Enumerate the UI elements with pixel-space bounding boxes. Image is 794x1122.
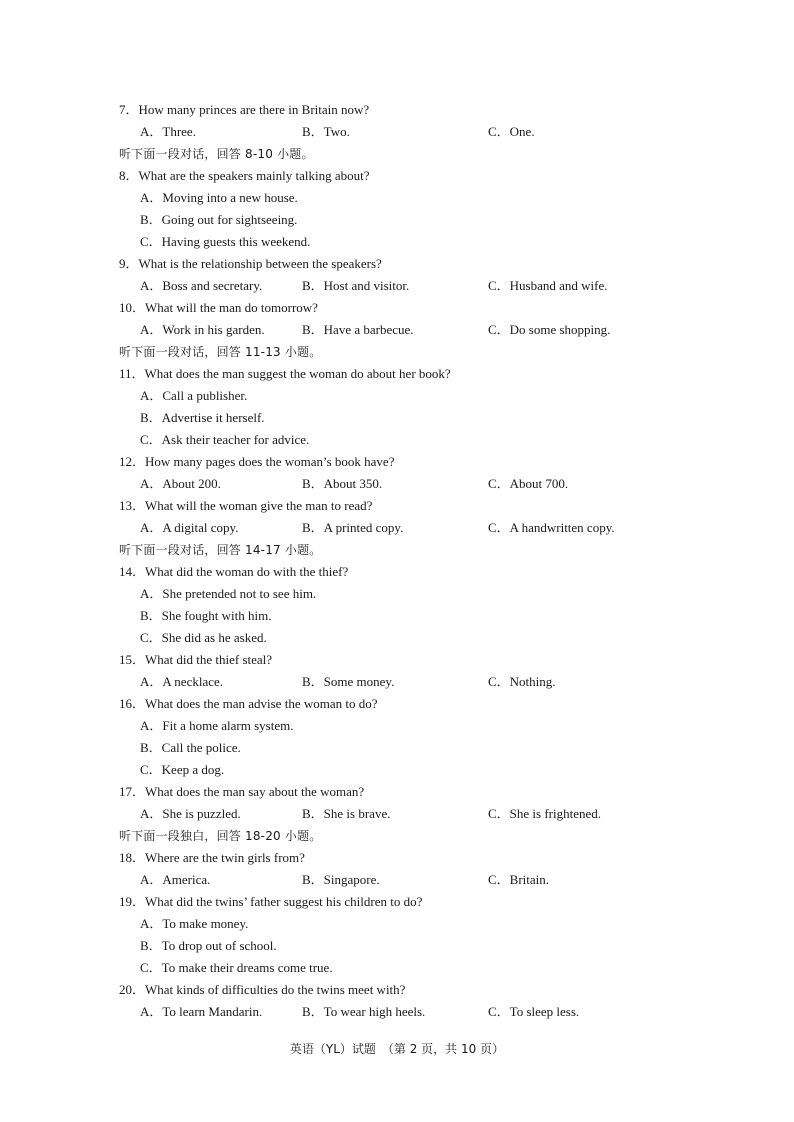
option-b: B．She is brave.: [302, 806, 391, 821]
option-line: B．Call the police.: [140, 740, 241, 755]
option-line: A．To make money.: [140, 916, 249, 931]
options-row: [0, 517, 794, 539]
option-line: B．Going out for sightseeing.: [140, 212, 298, 227]
question-text: 17．What does the man say about the woman?: [119, 784, 365, 799]
option-c: C．One.: [488, 124, 535, 139]
option-c: C．Britain.: [488, 872, 550, 887]
question-text: 14．What did the woman do with the thief?: [119, 564, 349, 579]
option-c: C．A handwritten copy.: [488, 520, 615, 535]
option-a: A．Three.: [140, 124, 196, 139]
option-b: B．Singapore.: [302, 872, 380, 887]
option-b: B．Some money.: [302, 674, 395, 689]
question-text: 19．What did the twins’ father suggest his children to do?: [119, 894, 423, 909]
question-text: 20．What kinds of difficulties do the twins meet with?: [119, 982, 406, 997]
option-line: A．She pretended not to see him.: [140, 586, 317, 601]
option-b: B．Host and visitor.: [302, 278, 410, 293]
option-a: A．America.: [140, 872, 211, 887]
option-b: B．Two.: [302, 124, 350, 139]
option-b: B．Have a barbecue.: [302, 322, 414, 337]
option-line: C．To make their dreams come true.: [140, 960, 333, 975]
options-row: [0, 803, 794, 825]
question-text: 7．How many princes are there in Britain now?: [119, 102, 370, 117]
options-row: [0, 869, 794, 891]
option-b: B．A printed copy.: [302, 520, 404, 535]
option-line: B．Advertise it herself.: [140, 410, 265, 425]
question-text: 18．Where are the twin girls from?: [119, 850, 305, 865]
option-a: A．A necklace.: [140, 674, 224, 689]
options-row: [0, 473, 794, 495]
question-text: 16．What does the man advise the woman to do?: [119, 696, 378, 711]
section-instruction: 听下面一段对话，回答 14-17 小题。: [119, 543, 322, 557]
option-line: A．Fit a home alarm system.: [140, 718, 294, 733]
option-line: B．To drop out of school.: [140, 938, 277, 953]
option-c: C．To sleep less.: [488, 1004, 580, 1019]
option-c: C．About 700.: [488, 476, 569, 491]
option-line: A．Moving into a new house.: [140, 190, 298, 205]
option-line: C．Ask their teacher for advice.: [140, 432, 310, 447]
options-row: [0, 121, 794, 143]
question-text: 12．How many pages does the woman’s book have?: [119, 454, 395, 469]
question-text: 9．What is the relationship between the speakers?: [119, 256, 382, 271]
option-a: A．A digital copy.: [140, 520, 239, 535]
option-c: C．Husband and wife.: [488, 278, 608, 293]
option-c: C．Do some shopping.: [488, 322, 611, 337]
option-c: C．Nothing.: [488, 674, 556, 689]
options-row: [0, 1001, 794, 1023]
option-line: A．Call a publisher.: [140, 388, 248, 403]
option-a: A．She is puzzled.: [140, 806, 241, 821]
option-b: B．To wear high heels.: [302, 1004, 426, 1019]
question-text: 13．What will the woman give the man to read?: [119, 498, 373, 513]
options-row: [0, 275, 794, 297]
section-instruction: 听下面一段对话，回答 11-13 小题。: [119, 345, 322, 359]
option-a: A．To learn Mandarin.: [140, 1004, 263, 1019]
option-a: A．About 200.: [140, 476, 221, 491]
options-row: [0, 319, 794, 341]
option-line: C．Keep a dog.: [140, 762, 225, 777]
page-footer: 英语（YL）试题 （第 2 页，共 10 页）: [289, 1042, 505, 1056]
option-b: B．About 350.: [302, 476, 383, 491]
option-a: A．Boss and secretary.: [140, 278, 263, 293]
option-a: A．Work in his garden.: [140, 322, 265, 337]
option-line: C．She did as he asked.: [140, 630, 267, 645]
question-text: 11．What does the man suggest the woman do about her book?: [119, 366, 451, 381]
option-line: C．Having guests this weekend.: [140, 234, 311, 249]
question-text: 8．What are the speakers mainly talking about?: [119, 168, 370, 183]
options-row: [0, 671, 794, 693]
option-line: B．She fought with him.: [140, 608, 272, 623]
question-text: 10．What will the man do tomorrow?: [119, 300, 318, 315]
option-c: C．She is frightened.: [488, 806, 602, 821]
section-instruction: 听下面一段独白，回答 18-20 小题。: [119, 829, 322, 843]
question-text: 15．What did the thief steal?: [119, 652, 273, 667]
section-instruction: 听下面一段对话，回答 8-10 小题。: [119, 147, 314, 161]
